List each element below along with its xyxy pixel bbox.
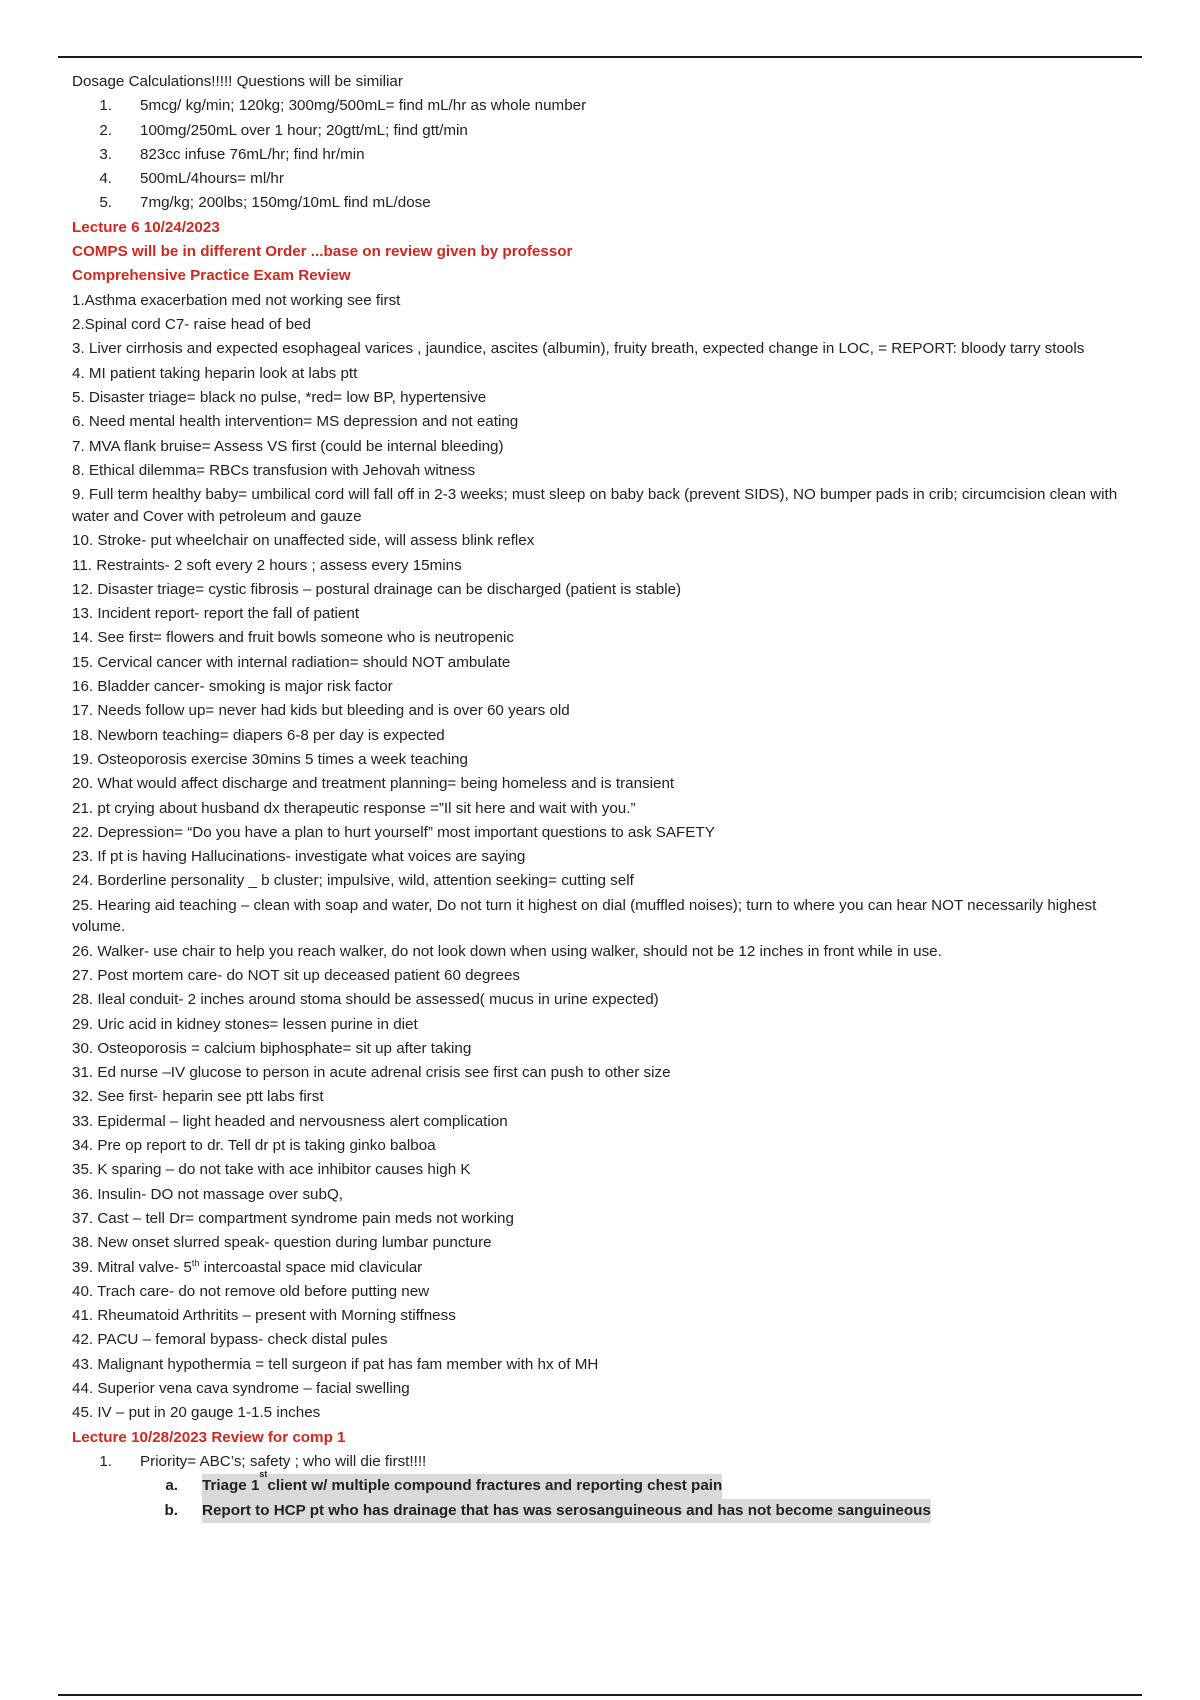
dosage-item <box>72 191 1142 215</box>
lecture-6-heading: Lecture 6 10/24/2023 <box>72 218 220 236</box>
review-item: 41. Rheumatoid Arthritits – present with Morning stiffness <box>72 1307 456 1325</box>
list-number: 5. <box>99 194 112 212</box>
priority-subitem <box>72 1469 1142 1498</box>
review-item: 12. Disaster triage= cystic fibrosis – postural drainage can be discharged (patient is stable) <box>72 580 682 598</box>
list-number: 1. <box>99 97 112 115</box>
review-item: 21. pt crying about husband dx therapeutic response =”Il sit here and wait with you.” <box>72 799 636 817</box>
review-item: 14. See first= flowers and fruit bowls someone who is neutropenic <box>72 629 514 647</box>
dosage-item <box>72 167 1142 191</box>
priority-item-text: Priority= ABC’s; safety ; who will die first!!!! <box>140 1452 427 1470</box>
review-item: 1.Asthma exacerbation med not working see first <box>72 291 401 309</box>
review-subtitle: Comprehensive Practice Exam Review <box>72 267 351 285</box>
subitem-text: client w/ multiple compound fractures and reporting chest pain <box>267 1474 722 1498</box>
review-item: 10. Stroke- put wheelchair on unaffected side, will assess blink reflex <box>72 532 535 550</box>
dosage-item <box>72 143 1142 167</box>
list-number: 2. <box>99 121 112 139</box>
review-item: 9. Full term healthy baby= umbilical cord will fall off in 2-3 weeks; must sleep on baby back (prevent SIDS), NO bumper pads in crib; circumcision clean with water and Cover with petroleum and gauze <box>72 486 1118 525</box>
dosage-item <box>72 94 1142 118</box>
review-item: 22. Depression= “Do you have a plan to hurt yourself” most important questions to ask SAFETY <box>72 823 715 841</box>
review-item <box>72 1256 1142 1280</box>
dosage-item <box>72 119 1142 143</box>
review-item-text: intercoastal space mid clavicular <box>199 1258 423 1276</box>
review-item: 30. Osteoporosis = calcium biphosphate= sit up after taking <box>72 1039 472 1057</box>
review-item: 33. Epidermal – light headed and nervousness alert complication <box>72 1112 508 1130</box>
review-item: 31. Ed nurse –IV glucose to person in acute adrenal crisis see first can push to other size <box>72 1064 671 1082</box>
review-item: 29. Uric acid in kidney stones= lessen purine in diet <box>72 1015 418 1033</box>
review-item-text: 39. Mitral valve- 5 <box>72 1258 192 1276</box>
review-item: 36. Insulin- DO not massage over subQ, <box>72 1185 343 1203</box>
review-item: 6. Need mental health intervention= MS depression and not eating <box>72 413 519 431</box>
review-item: 17. Needs follow up= never had kids but bleeding and is over 60 years old <box>72 702 570 720</box>
review-item: 28. Ileal conduit- 2 inches around stoma should be assessed( mucus in urine expected) <box>72 991 659 1009</box>
review-item: 24. Borderline personality _ b cluster; impulsive, wild, attention seeking= cutting self <box>72 872 634 890</box>
dosage-item-text: 100mg/250mL over 1 hour; 20gtt/mL; find gtt/min <box>140 121 468 139</box>
review-item: 3. Liver cirrhosis and expected esophageal varices , jaundice, ascites (albumin), fruity breath, expected change in LOC, = REPORT: bloody tarry stools <box>72 340 1085 358</box>
review-item: 45. IV – put in 20 gauge 1-1.5 inches <box>72 1404 321 1422</box>
list-letter: b. <box>164 1501 178 1519</box>
review-item: 25. Hearing aid teaching – clean with soap and water, Do not turn it highest on dial (muffled noises); turn to where you can hear NOT necessarily highest volume. <box>72 896 1097 936</box>
list-number: 3. <box>99 145 112 163</box>
priority-subitem <box>72 1499 1142 1523</box>
list-letter: a. <box>165 1477 178 1495</box>
review-item: 4. MI patient taking heparin look at labs ptt <box>72 364 358 382</box>
list-number: 4. <box>99 170 112 188</box>
dosage-list <box>72 94 1142 215</box>
bottom-rule <box>58 1694 1142 1696</box>
dosage-item-text: 7mg/kg; 200lbs; 150mg/10mL find mL/dose <box>140 194 431 212</box>
review-item: 19. Osteoporosis exercise 30mins 5 times a week teaching <box>72 750 468 768</box>
review-item: 42. PACU – femoral bypass- check distal pules <box>72 1331 388 1349</box>
review-item: 34. Pre op report to dr. Tell dr pt is taking ginko balboa <box>72 1137 436 1155</box>
review-item: 5. Disaster triage= black no pulse, *red= low BP, hypertensive <box>72 389 487 407</box>
review-item: 44. Superior vena cava syndrome – facial swelling <box>72 1380 410 1398</box>
lecture-comp1-heading: Lecture 10/28/2023 Review for comp 1 <box>72 1428 346 1446</box>
dosage-item-text: 823cc infuse 76mL/hr; find hr/min <box>140 145 365 163</box>
review-item: 2.Spinal cord C7- raise head of bed <box>72 315 311 333</box>
superscript: th <box>191 1257 200 1268</box>
top-rule <box>58 56 1142 58</box>
review-item: 37. Cast – tell Dr= compartment syndrome pain meds not working <box>72 1209 514 1227</box>
review-item: 15. Cervical cancer with internal radiation= should NOT ambulate <box>72 653 511 671</box>
priority-item <box>72 1450 1142 1474</box>
review-item: 8. Ethical dilemma= RBCs transfusion with Jehovah witness <box>72 461 476 479</box>
list-number: 1. <box>99 1452 112 1470</box>
review-item: 43. Malignant hypothermia = tell surgeon if pat has fam member with hx of MH <box>72 1355 599 1373</box>
review-item: 40. Trach care- do not remove old before putting new <box>72 1282 430 1300</box>
review-item: 20. What would affect discharge and treatment planning= being homeless and is transient <box>72 775 675 793</box>
review-item: 16. Bladder cancer- smoking is major risk factor <box>72 678 393 696</box>
review-item: 13. Incident report- report the fall of patient <box>72 605 360 623</box>
dosage-item-text: 500mL/4hours= ml/hr <box>140 170 284 188</box>
review-item: 26. Walker- use chair to help you reach walker, do not look down when using walker, should not be 12 inches in front while in use. <box>72 942 942 960</box>
review-item: 11. Restraints- 2 soft every 2 hours ; assess every 15mins <box>72 556 462 574</box>
review-item: 38. New onset slurred speak- question during lumbar puncture <box>72 1234 492 1252</box>
review-item: 18. Newborn teaching= diapers 6-8 per day is expected <box>72 726 445 744</box>
highlighted-text <box>202 1469 723 1498</box>
dosage-heading: Dosage Calculations!!!!! Questions will be similiar <box>72 73 403 90</box>
dosage-item-text: 5mcg/ kg/min; 120kg; 300mg/500mL= find mL/hr as whole number <box>140 97 587 115</box>
subitem-text: Report to HCP pt who has drainage that has was serosanguineous and has not become sanguineous <box>202 1499 931 1523</box>
review-item: 32. See first- heparin see ptt labs first <box>72 1088 324 1106</box>
review-list <box>72 289 1142 1426</box>
document-page <box>72 70 1142 1523</box>
review-item: 7. MVA flank bruise= Assess VS first (could be internal bleeding) <box>72 437 504 455</box>
review-item: 27. Post mortem care- do NOT sit up deceased patient 60 degrees <box>72 967 520 984</box>
subitem-text: Triage 1 <box>202 1474 259 1498</box>
comps-order-note: COMPS will be in different Order ...base on review given by professor <box>72 243 573 261</box>
review-item: 23. If pt is having Hallucinations- investigate what voices are saying <box>72 848 526 866</box>
superscript: st <box>259 1474 267 1498</box>
review-item: 35. K sparing – do not take with ace inhibitor causes high K <box>72 1161 471 1179</box>
